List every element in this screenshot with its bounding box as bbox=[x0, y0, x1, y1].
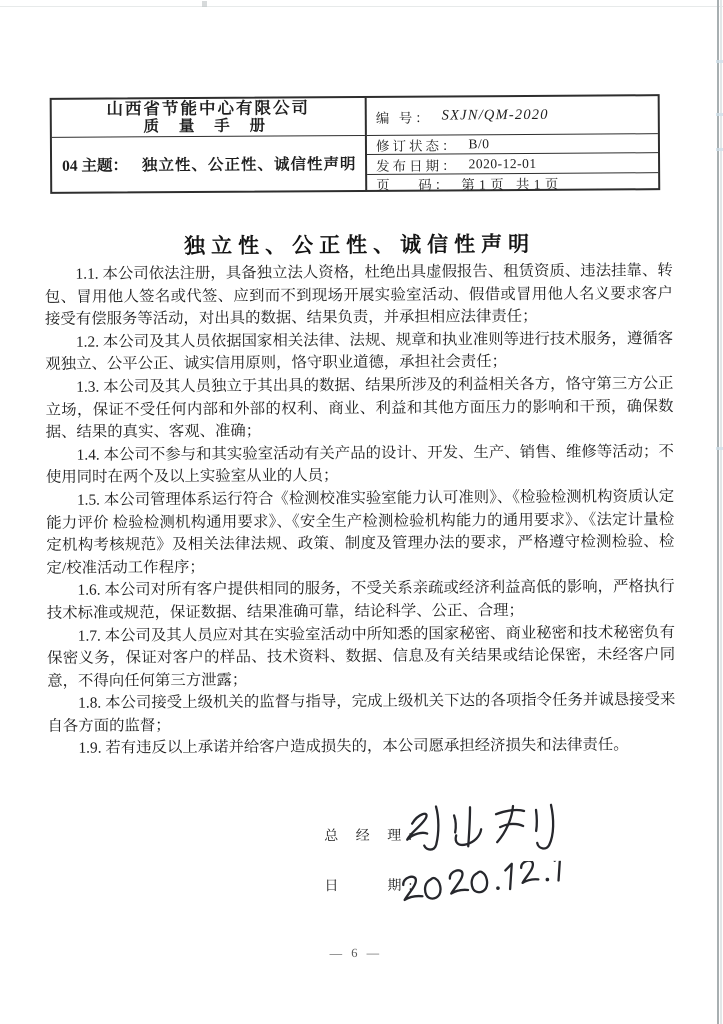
doc-number-label: 编 号： bbox=[375, 110, 432, 126]
paragraph-1-9: 1.9. 若有违反以上承诺并给客户造成损失的，本公司愿承担经济损失和法律责任。 bbox=[78, 736, 629, 758]
doc-number-value: SXJN/QM-2020 bbox=[441, 106, 549, 124]
scan-right-tick bbox=[716, 447, 723, 450]
subject-value: 独立性、公正性、诚信性声明 bbox=[141, 156, 357, 175]
signature-block bbox=[324, 796, 615, 918]
paragraph-1-2: 1.2. 本公司及其人员依据国家相关法律、法规、规章和执业准则等进行技术服务，遵循客观独立、公平公正、诚实信用原则，恪守职业道德，承担社会责任； bbox=[45, 329, 674, 374]
issue-date-label: 发布日期： bbox=[376, 157, 459, 174]
scan-right-tick bbox=[716, 148, 723, 151]
paragraph-1-4: 1.4. 本公司不参与和其实验室活动有关产品的设计、开发、生产、销售、维修等活动；不使用同时在两个及以上实验室从业的人员； bbox=[45, 442, 674, 487]
subject-label: 04 主题： bbox=[62, 157, 129, 175]
date-label: 日 期: bbox=[324, 878, 420, 895]
header-table-left-column bbox=[52, 98, 368, 192]
document-title: 独立性、公正性、诚信性声明 bbox=[183, 231, 536, 259]
company-name: 山西省节能中心有限公司 bbox=[106, 98, 311, 119]
page-code-row bbox=[367, 173, 658, 194]
page-number: — 6 — bbox=[329, 945, 383, 961]
page-code-value: 第 1 页 共 1 页 bbox=[461, 177, 559, 193]
paragraph-1-3: 1.3. 本公司及其人员独立于其出具的数据、结果所涉及的利益相关各方，恪守第三方公正立场，保证不受任何内部和外部的权利、商业、利益和其他方面压力的影响和干预，确保数据、结果的真实、客观、准确； bbox=[45, 375, 674, 442]
revision-label: 修订状态： bbox=[375, 138, 459, 155]
manager-signature-handwriting bbox=[396, 799, 586, 862]
page-code-label: 页 码： bbox=[376, 177, 452, 194]
header-table bbox=[50, 94, 661, 194]
issue-date-row bbox=[367, 154, 658, 175]
revision-row bbox=[367, 134, 658, 155]
paragraph-1-6: 1.6. 本公司对所有客户提供相同的服务，不受关系亲疏或经济利益高低的影响，严格执行技术标准或规范，保证数据、结果准确可靠，结论科学、公正、合理； bbox=[46, 578, 675, 622]
scan-right-tick bbox=[716, 113, 723, 116]
paragraph-1-8: 1.8. 本公司接受上级机关的监督与指导，完成上级机关下达的各项指令任务并诚恳接受来自各方面的监督； bbox=[47, 691, 676, 735]
doc-number-row bbox=[367, 96, 658, 136]
paragraph-1-7: 1.7. 本公司及其人员应对其在实验室活动中所知悉的国家秘密、商业秘密和技术秘密负有保密义务，保证对客户的样品、技术资料、数据、信息及有关结果或结论保密，未经客户同意，不得向任何第三方泄露； bbox=[47, 623, 676, 690]
paragraph-1-1: 1.1. 本公司依法注册，具备独立法人资格，杜绝出具虚假报告、租赁资质、违法挂靠、转包、冒用他人签名或代签、应到而不到现场开展实验室活动、假借或冒用他人名义要求客户接受有偿服务等活动，对出具的数据、结果负责，并承担相应法律责任； bbox=[44, 262, 673, 329]
date-handwriting bbox=[400, 861, 572, 906]
subject-cell bbox=[52, 136, 365, 192]
company-title-cell bbox=[52, 98, 365, 138]
header-table-right-column bbox=[367, 96, 659, 194]
general-manager-label: 总 经 理: bbox=[324, 828, 420, 845]
revision-value: B/0 bbox=[468, 136, 490, 152]
scan-right-edge-line bbox=[717, 0, 719, 1024]
scan-right-edge-soft bbox=[720, 0, 722, 1024]
scan-top-edge-line bbox=[0, 6, 723, 7]
manual-title: 质 量 手 册 bbox=[143, 117, 274, 136]
issue-date-value: 2020-12-01 bbox=[468, 155, 537, 171]
declaration-body bbox=[45, 260, 676, 761]
date-ink-svg bbox=[400, 861, 572, 906]
signature-ink-svg bbox=[396, 799, 586, 862]
paragraph-1-5: 1.5. 本公司管理体系运行符合《检测校准实验室能力认可准则》、《检验检测机构资质认定能力评价 检验检测机构通用要求》、《安全生产检测检验机构能力的通用要求》、《法定计量检定机构考核规范》及相关法律法规、政策、制度及管理办法的要求，严格遵守检测检验、检定/校准活动工作程序； bbox=[46, 488, 675, 577]
scan-top-artifact bbox=[202, 1, 207, 7]
scan-right-tick bbox=[716, 60, 723, 63]
